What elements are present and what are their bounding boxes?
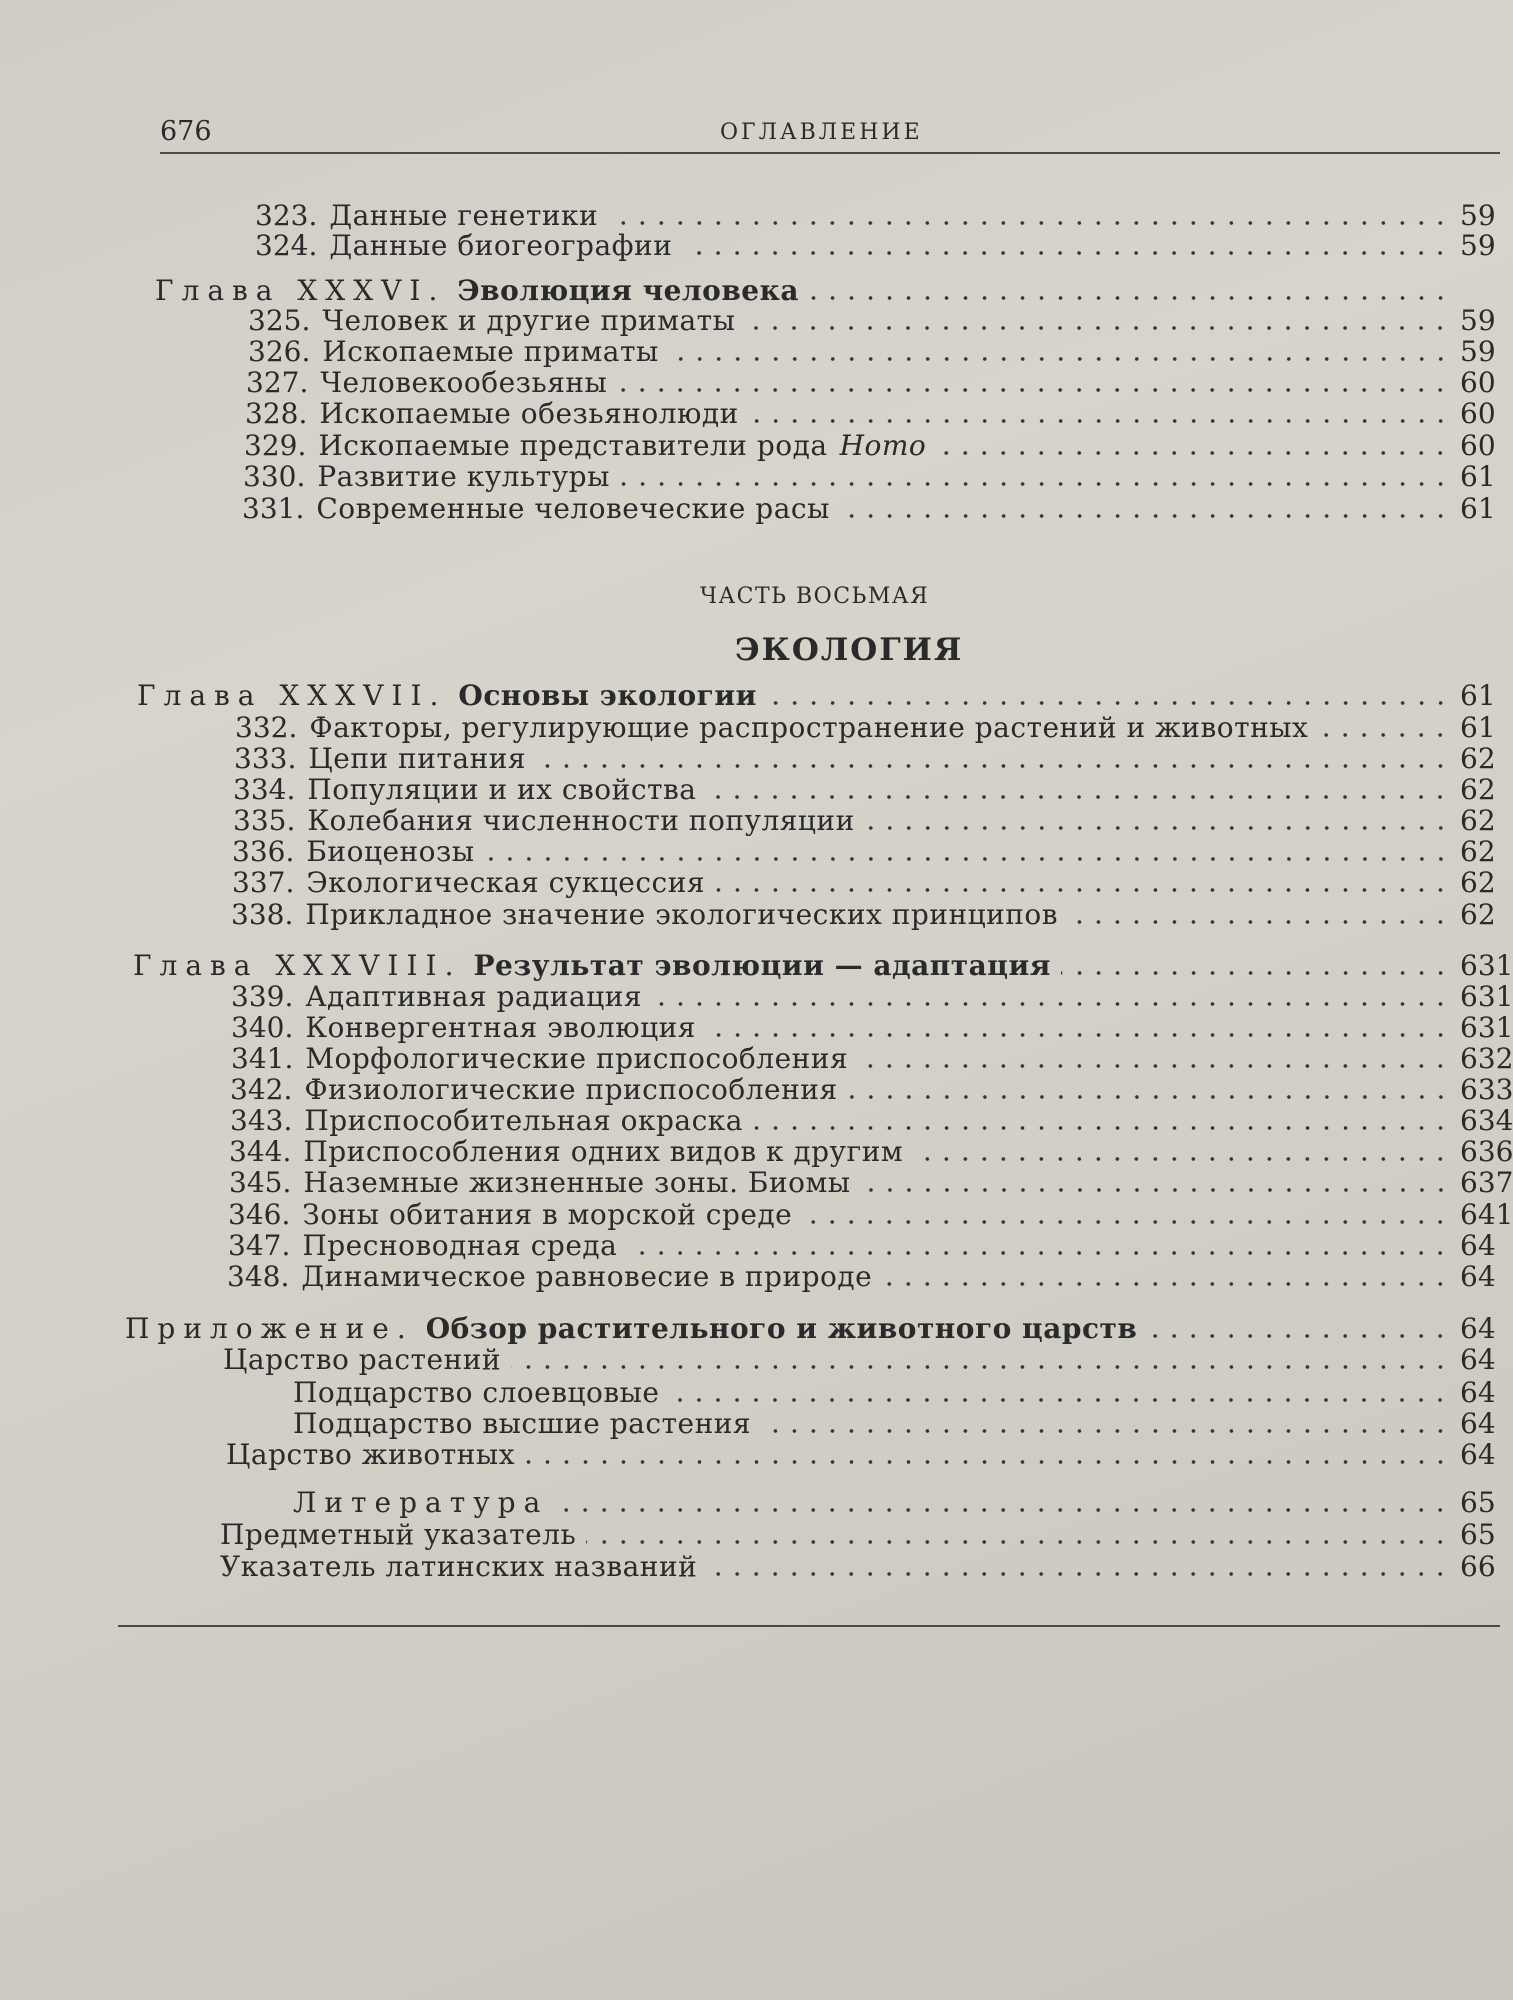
entry-number: 340. bbox=[231, 1011, 294, 1044]
entry-page: 633 bbox=[1460, 1073, 1513, 1106]
entry-title: Прикладное значение экологических принципов bbox=[305, 898, 1059, 931]
chapter-label: Глава XXXVIII. bbox=[133, 949, 462, 982]
entry-number: 328. bbox=[245, 397, 308, 430]
toc-entry-345 bbox=[229, 1166, 1513, 1199]
entry-page: 59 bbox=[1460, 335, 1496, 368]
leader-dots bbox=[840, 514, 1450, 518]
toc-entry-344 bbox=[229, 1135, 1513, 1168]
entry-page: 631 bbox=[1460, 980, 1513, 1013]
entry-page: 634 bbox=[1460, 1104, 1513, 1137]
entry-page: 641 bbox=[1460, 1198, 1513, 1231]
entry-title: Развитие культуры bbox=[317, 460, 610, 493]
leader-dots bbox=[767, 701, 1450, 705]
entry-number: 331. bbox=[242, 492, 305, 525]
leader-dots bbox=[1147, 1334, 1450, 1338]
entry-page: 637 bbox=[1460, 1166, 1513, 1199]
entry-title: Пресноводная среда bbox=[302, 1229, 618, 1262]
chapter-label: Глава XXXVI. bbox=[155, 274, 446, 307]
toc-thallophyta bbox=[293, 1377, 1500, 1409]
leader-dots bbox=[627, 1251, 1450, 1255]
entry-title: Популяции и их свойства bbox=[307, 773, 697, 806]
toc-entry-331 bbox=[242, 493, 1500, 525]
leader-dots bbox=[706, 1033, 1450, 1037]
leader-dots bbox=[652, 1002, 1450, 1006]
part-label: ЧАСТЬ ВОСЬМАЯ bbox=[700, 584, 930, 609]
entry-page: 61 bbox=[1460, 679, 1496, 712]
toc-literature bbox=[293, 1487, 1500, 1519]
entry-number: 323. bbox=[255, 199, 318, 232]
leader-dots bbox=[682, 251, 1450, 255]
entry-number: 337. bbox=[232, 866, 295, 899]
entry-number: 326. bbox=[248, 335, 311, 368]
leader-dots bbox=[936, 451, 1450, 455]
entry-title: Предметный указатель bbox=[220, 1518, 577, 1551]
leader-dots bbox=[858, 1064, 1450, 1068]
entry-number: 346. bbox=[228, 1198, 291, 1231]
entry-page: 60 bbox=[1460, 366, 1496, 399]
toc-entry-328 bbox=[245, 398, 1500, 430]
entry-title: Царство животных bbox=[226, 1438, 515, 1471]
toc-higher-plants bbox=[293, 1408, 1500, 1440]
toc-chapter-xxxviii bbox=[133, 949, 1513, 982]
entry-title: Литература bbox=[293, 1486, 549, 1519]
toc-entry-327 bbox=[246, 367, 1500, 399]
toc-entry-332 bbox=[235, 712, 1500, 744]
toc-entry-330 bbox=[243, 461, 1500, 493]
entry-title: Приспособления одних видов к другим bbox=[303, 1135, 904, 1168]
toc-entry-329 bbox=[244, 430, 1500, 462]
entry-number: 333. bbox=[234, 742, 297, 775]
toc-entry-324 bbox=[255, 230, 1500, 262]
leader-dots bbox=[745, 326, 1450, 330]
entry-title: Приспособительная окраска bbox=[304, 1104, 743, 1137]
entry-number: 334. bbox=[233, 773, 296, 806]
toc-entry-338 bbox=[231, 899, 1500, 931]
toc-entry-348 bbox=[227, 1261, 1500, 1293]
appendix-label: Приложение. bbox=[125, 1312, 414, 1345]
leader-dots bbox=[761, 1429, 1450, 1433]
entry-title: Царство растений bbox=[223, 1343, 502, 1376]
entry-title: Конвергентная эволюция bbox=[305, 1011, 696, 1044]
entry-page: 64 bbox=[1460, 1376, 1496, 1409]
entry-page: 632 bbox=[1460, 1042, 1513, 1075]
toc-entry-343 bbox=[230, 1104, 1513, 1137]
entry-page: 64 bbox=[1460, 1312, 1496, 1345]
bottom-rule bbox=[118, 1625, 1500, 1627]
toc-chapter-xxxvii bbox=[137, 680, 1500, 712]
entry-number: 324. bbox=[255, 229, 318, 262]
toc-chapter-xxxvi bbox=[155, 275, 1500, 307]
entry-title: Физиологические приспособления bbox=[304, 1073, 838, 1106]
leader-dots bbox=[861, 1188, 1450, 1192]
entry-number: 338. bbox=[231, 898, 294, 931]
entry-title: Подцарство слоевцовые bbox=[293, 1376, 660, 1409]
entry-page: 60 bbox=[1460, 429, 1496, 462]
toc-entry-346 bbox=[228, 1198, 1513, 1231]
entry-title: Цепи питания bbox=[308, 742, 527, 775]
entry-page: 62 bbox=[1460, 835, 1496, 868]
entry-number: 330. bbox=[243, 460, 306, 493]
entry-page: 59 bbox=[1460, 199, 1496, 232]
toc-appendix bbox=[125, 1313, 1500, 1345]
toc-entry-347 bbox=[228, 1230, 1500, 1262]
chapter-title: Результат эволюции — адаптация bbox=[473, 949, 1051, 982]
toc-entry-325 bbox=[248, 305, 1500, 337]
entry-title: Биоценозы bbox=[306, 835, 475, 868]
entry-page: 64 bbox=[1460, 1438, 1496, 1471]
leader-dots bbox=[1318, 733, 1450, 737]
leader-dots bbox=[882, 1282, 1450, 1286]
entry-number: 345. bbox=[229, 1166, 292, 1199]
entry-title: Колебания численности популяции bbox=[307, 804, 855, 837]
chapter-label: Глава XXXVII. bbox=[137, 679, 447, 712]
entry-title: Морфологические приспособления bbox=[305, 1042, 849, 1075]
toc-entry-326 bbox=[248, 336, 1500, 368]
entry-page: 62 bbox=[1460, 804, 1496, 837]
entry-page: 61 bbox=[1460, 460, 1496, 493]
entry-page: 631 bbox=[1460, 1011, 1513, 1044]
entry-page: 62 bbox=[1460, 898, 1496, 931]
entry-page: 59 bbox=[1460, 304, 1496, 337]
leader-dots bbox=[848, 1095, 1450, 1099]
entry-number: 329. bbox=[244, 429, 307, 462]
entry-page: 66 bbox=[1460, 1550, 1496, 1583]
toc-latin-index bbox=[220, 1551, 1500, 1583]
entry-title: Адаптивная радиация bbox=[305, 980, 643, 1013]
entry-page: 62 bbox=[1460, 866, 1496, 899]
toc-entry-334 bbox=[233, 774, 1500, 806]
entry-title: Человекообезьяны bbox=[320, 366, 608, 399]
entry-title: Человек и другие приматы bbox=[322, 304, 736, 337]
entry-number: 332. bbox=[235, 711, 298, 744]
leader-dots bbox=[558, 1508, 1450, 1512]
entry-page: 61 bbox=[1460, 711, 1496, 744]
leader-dots bbox=[706, 795, 1450, 799]
leader-dots bbox=[913, 1157, 1450, 1161]
leader-dots bbox=[1061, 971, 1450, 975]
toc-entry-323 bbox=[255, 200, 1500, 232]
toc-animal-kingdom bbox=[226, 1439, 1500, 1471]
entry-page: 65 bbox=[1460, 1518, 1496, 1551]
entry-title: Динамическое равновесие в природе bbox=[301, 1260, 873, 1293]
genus-name: Homo bbox=[839, 429, 927, 462]
entry-page: 62 bbox=[1460, 742, 1496, 775]
entry-number: 347. bbox=[228, 1229, 291, 1262]
leader-dots bbox=[802, 1220, 1450, 1224]
entry-number: 348. bbox=[227, 1260, 290, 1293]
entry-page: 64 bbox=[1460, 1260, 1496, 1293]
entry-page: 64 bbox=[1460, 1407, 1496, 1440]
entry-number: 325. bbox=[248, 304, 311, 337]
entry-number: 327. bbox=[246, 366, 309, 399]
entry-number: 342. bbox=[230, 1073, 293, 1106]
entry-title: Указатель латинских названий bbox=[220, 1550, 698, 1583]
entry-title: Ископаемые обезьянолюди bbox=[319, 397, 739, 430]
entry-number: 344. bbox=[229, 1135, 292, 1168]
toc-entry-340 bbox=[231, 1011, 1513, 1044]
leader-dots bbox=[617, 388, 1450, 392]
entry-number: 341. bbox=[231, 1042, 294, 1075]
entry-title: Экологическая сукцессия bbox=[306, 866, 706, 899]
leader-dots bbox=[707, 1572, 1450, 1576]
leader-dots bbox=[511, 1365, 1450, 1369]
entry-title: Данные биогеографии bbox=[329, 229, 673, 262]
entry-page: 631 bbox=[1460, 949, 1513, 982]
leader-dots bbox=[485, 857, 1450, 861]
entry-page: 636 bbox=[1460, 1135, 1513, 1168]
leader-dots bbox=[749, 419, 1450, 423]
leader-dots bbox=[536, 764, 1450, 768]
leader-dots bbox=[865, 826, 1450, 830]
part-title: ЭКОЛОГИЯ bbox=[735, 632, 964, 668]
leader-dots bbox=[809, 296, 1450, 300]
toc-entry-339 bbox=[231, 980, 1513, 1013]
leader-dots bbox=[608, 221, 1450, 225]
entry-number: 339. bbox=[231, 980, 294, 1013]
toc-plant-kingdom bbox=[223, 1344, 1500, 1376]
page-number: 676 bbox=[160, 116, 212, 147]
entry-title: Ископаемые приматы bbox=[322, 335, 659, 368]
leader-dots bbox=[669, 357, 1450, 361]
leader-dots bbox=[1068, 920, 1450, 924]
page-header bbox=[160, 112, 1500, 154]
entry-title: Данные генетики bbox=[329, 199, 599, 232]
toc-entry-341 bbox=[231, 1042, 1513, 1075]
toc-entry-335 bbox=[233, 805, 1500, 837]
entry-title: Ископаемые представители рода bbox=[318, 429, 828, 462]
entry-page: 61 bbox=[1460, 492, 1496, 525]
chapter-title: Основы экологии bbox=[458, 679, 757, 712]
toc-subject-index bbox=[220, 1519, 1500, 1551]
entry-page: 60 bbox=[1460, 397, 1496, 430]
toc-entry-333 bbox=[234, 743, 1500, 775]
entry-title: Наземные жизненные зоны. Биомы bbox=[303, 1166, 851, 1199]
chapter-title: Эволюция человека bbox=[457, 274, 799, 307]
toc-entry-336 bbox=[232, 836, 1500, 868]
entry-number: 336. bbox=[232, 835, 295, 868]
entry-page: 62 bbox=[1460, 773, 1496, 806]
toc-entry-337 bbox=[232, 867, 1500, 899]
leader-dots bbox=[715, 888, 1450, 892]
entry-page: 65 bbox=[1460, 1486, 1496, 1519]
leader-dots bbox=[525, 1460, 1450, 1464]
entry-title: Подцарство высшие растения bbox=[293, 1407, 752, 1440]
leader-dots bbox=[753, 1126, 1450, 1130]
entry-number: 335. bbox=[233, 804, 296, 837]
entry-title: Зоны обитания в морской среде bbox=[302, 1198, 793, 1231]
leader-dots bbox=[620, 482, 1450, 486]
entry-title: Современные человеческие расы bbox=[316, 492, 830, 525]
entry-page: 64 bbox=[1460, 1343, 1496, 1376]
entry-title: Факторы, регулирующие распространение растений и животных bbox=[309, 711, 1309, 744]
leader-dots bbox=[586, 1540, 1450, 1544]
leader-dots bbox=[669, 1398, 1450, 1402]
entry-page: 59 bbox=[1460, 229, 1496, 262]
running-title: ОГЛАВЛЕНИЕ bbox=[720, 120, 923, 145]
entry-number: 343. bbox=[230, 1104, 293, 1137]
appendix-title: Обзор растительного и животного царств bbox=[425, 1312, 1138, 1345]
entry-page: 64 bbox=[1460, 1229, 1496, 1262]
toc-entry-342 bbox=[230, 1073, 1513, 1106]
